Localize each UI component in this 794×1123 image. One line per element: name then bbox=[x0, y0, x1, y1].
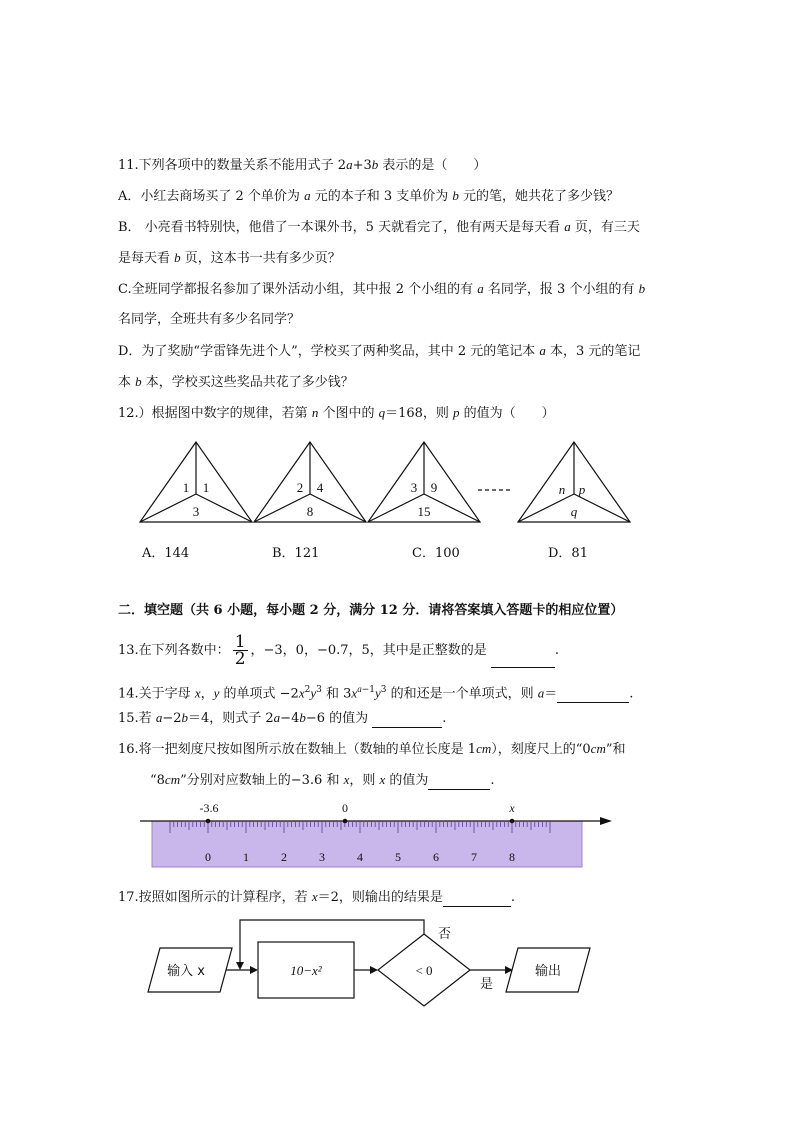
q14: 14.关于字母 x，y 的单项式 $-2x^2y^3$ 和 $3x^{a-1}y^3$ 的和还是一个单项式，则 a＝ . bbox=[118, 684, 634, 702]
q11-option-d-line2: 本 b 本，学校买这些奖品共花了多少钱？ bbox=[118, 374, 354, 390]
condition-label: < 0 bbox=[415, 963, 433, 978]
tn-right: p bbox=[578, 482, 586, 497]
ruler-label-4: 4 bbox=[357, 850, 363, 864]
t1-bottom: 3 bbox=[192, 504, 200, 519]
ruler-label-1: 1 bbox=[243, 850, 249, 864]
q16-line1: 16.将一把刻度尺按如图所示放在数轴上（数轴的单位长度是 1cm），刻度尺上的“0cm”和 bbox=[118, 741, 626, 757]
ruler-label-5: 5 bbox=[395, 850, 401, 864]
axis-label-x: x bbox=[509, 801, 515, 815]
q11-option-d-line1: D．为了奖励“学雷锋先进个人”，学校买了两种奖品，其中 2 元的笔记本 a 本，3 元的笔记 bbox=[118, 343, 641, 359]
t3-bottom: 15 bbox=[417, 504, 431, 519]
q11-option-b-line2: 是每天看 b 页，这本书一共有多少页？ bbox=[118, 250, 341, 266]
q11-stem: 11.下列各项中的数量关系不能用式子 2a+3b 表示的是（ ） bbox=[118, 157, 487, 173]
ruler-label-6: 6 bbox=[433, 850, 439, 864]
no-label: 否 bbox=[438, 927, 452, 942]
t2-left: 2 bbox=[296, 480, 304, 495]
point-x bbox=[510, 819, 515, 824]
t2-bottom: 8 bbox=[306, 504, 314, 519]
tn-bottom: q bbox=[570, 504, 578, 519]
q13: 13.在下列各数中： $\frac{1}{2}$ ，−3，0，−0.7，5，其中是正整数的是 . bbox=[118, 632, 560, 669]
input-label: 输入 x bbox=[167, 964, 205, 979]
calculation-flowchart bbox=[0, 912, 794, 1012]
tn-left: n bbox=[558, 482, 566, 497]
t3-left: 3 bbox=[410, 480, 418, 495]
ruler-body bbox=[152, 821, 582, 867]
q11-option-c-line2: 名同学，全班共有多少名同学？ bbox=[118, 312, 301, 327]
section2-heading: 二．填空题（共 6 小题，每小题 2 分，满分 12 分．请将答案填入答题卡的相应位置） bbox=[118, 603, 624, 618]
ruler-label-8: 8 bbox=[509, 850, 515, 864]
q16-line2: “8cm”分别对应数轴上的−3.6 和 x，则 x 的值为 . bbox=[150, 772, 495, 788]
q12-option-d: D．81 bbox=[548, 546, 588, 561]
t3-right: 9 bbox=[430, 480, 438, 495]
q12-option-a: A．144 bbox=[142, 546, 190, 561]
t1-left: 1 bbox=[182, 480, 190, 495]
yes-label: 是 bbox=[480, 977, 494, 992]
q11-option-c-line1: C.全班同学都报名参加了课外活动小组，其中报 2 个小组的有 a 名同学，报 3 个小组的有 b bbox=[118, 281, 646, 297]
q15: 15.若 a−2b＝4，则式子 2a−4b−6 的值为 . bbox=[118, 710, 447, 726]
q17-answer-blank[interactable] bbox=[443, 892, 511, 907]
q12-option-c: C．100 bbox=[412, 546, 460, 561]
t1-right: 1 bbox=[202, 480, 210, 495]
q12-stem: 12.）根据图中数字的规律，若第 n 个图中的 q＝168，则 p 的值为（ ） bbox=[118, 405, 555, 421]
q12-triangle-figures bbox=[0, 430, 794, 530]
q11-option-a: A．小红去商场买了 2 个单价为 a 元的本子和 3 支单价为 b 元的笔，她共花了多少钱？ bbox=[118, 188, 620, 204]
q13-answer-blank[interactable] bbox=[491, 653, 555, 668]
axis-label-neg-3-6: -3.6 bbox=[199, 801, 219, 815]
ruler-label-0: 0 bbox=[205, 850, 211, 864]
q16-answer-blank[interactable] bbox=[428, 775, 490, 790]
fraction-one-half: $\frac{1}{2}$ bbox=[234, 632, 246, 669]
process-label: 10−x² bbox=[290, 963, 322, 978]
axis-arrow bbox=[600, 817, 612, 825]
q14-answer-blank[interactable] bbox=[557, 688, 629, 703]
axis-label-zero: 0 bbox=[342, 801, 348, 815]
ruler-label-7: 7 bbox=[471, 850, 477, 864]
point-zero bbox=[343, 819, 348, 824]
q17: 17.按照如图所示的计算程序，若 x＝2，则输出的结果是 . bbox=[118, 889, 516, 905]
point-neg-3-6 bbox=[206, 819, 211, 824]
q12-option-b: B．121 bbox=[272, 546, 320, 561]
number-line-ruler-figure bbox=[0, 795, 794, 875]
t2-right: 4 bbox=[316, 480, 324, 495]
q11-option-b-line1: B． 小亮看书特别快，他借了一本课外书，5 天就看完了，他有两天是每天看 a 页，有三天 bbox=[118, 219, 640, 235]
ruler-label-2: 2 bbox=[281, 850, 287, 864]
q15-answer-blank[interactable] bbox=[372, 713, 442, 728]
output-label: 输出 bbox=[534, 964, 562, 979]
ruler-label-3: 3 bbox=[319, 850, 325, 864]
